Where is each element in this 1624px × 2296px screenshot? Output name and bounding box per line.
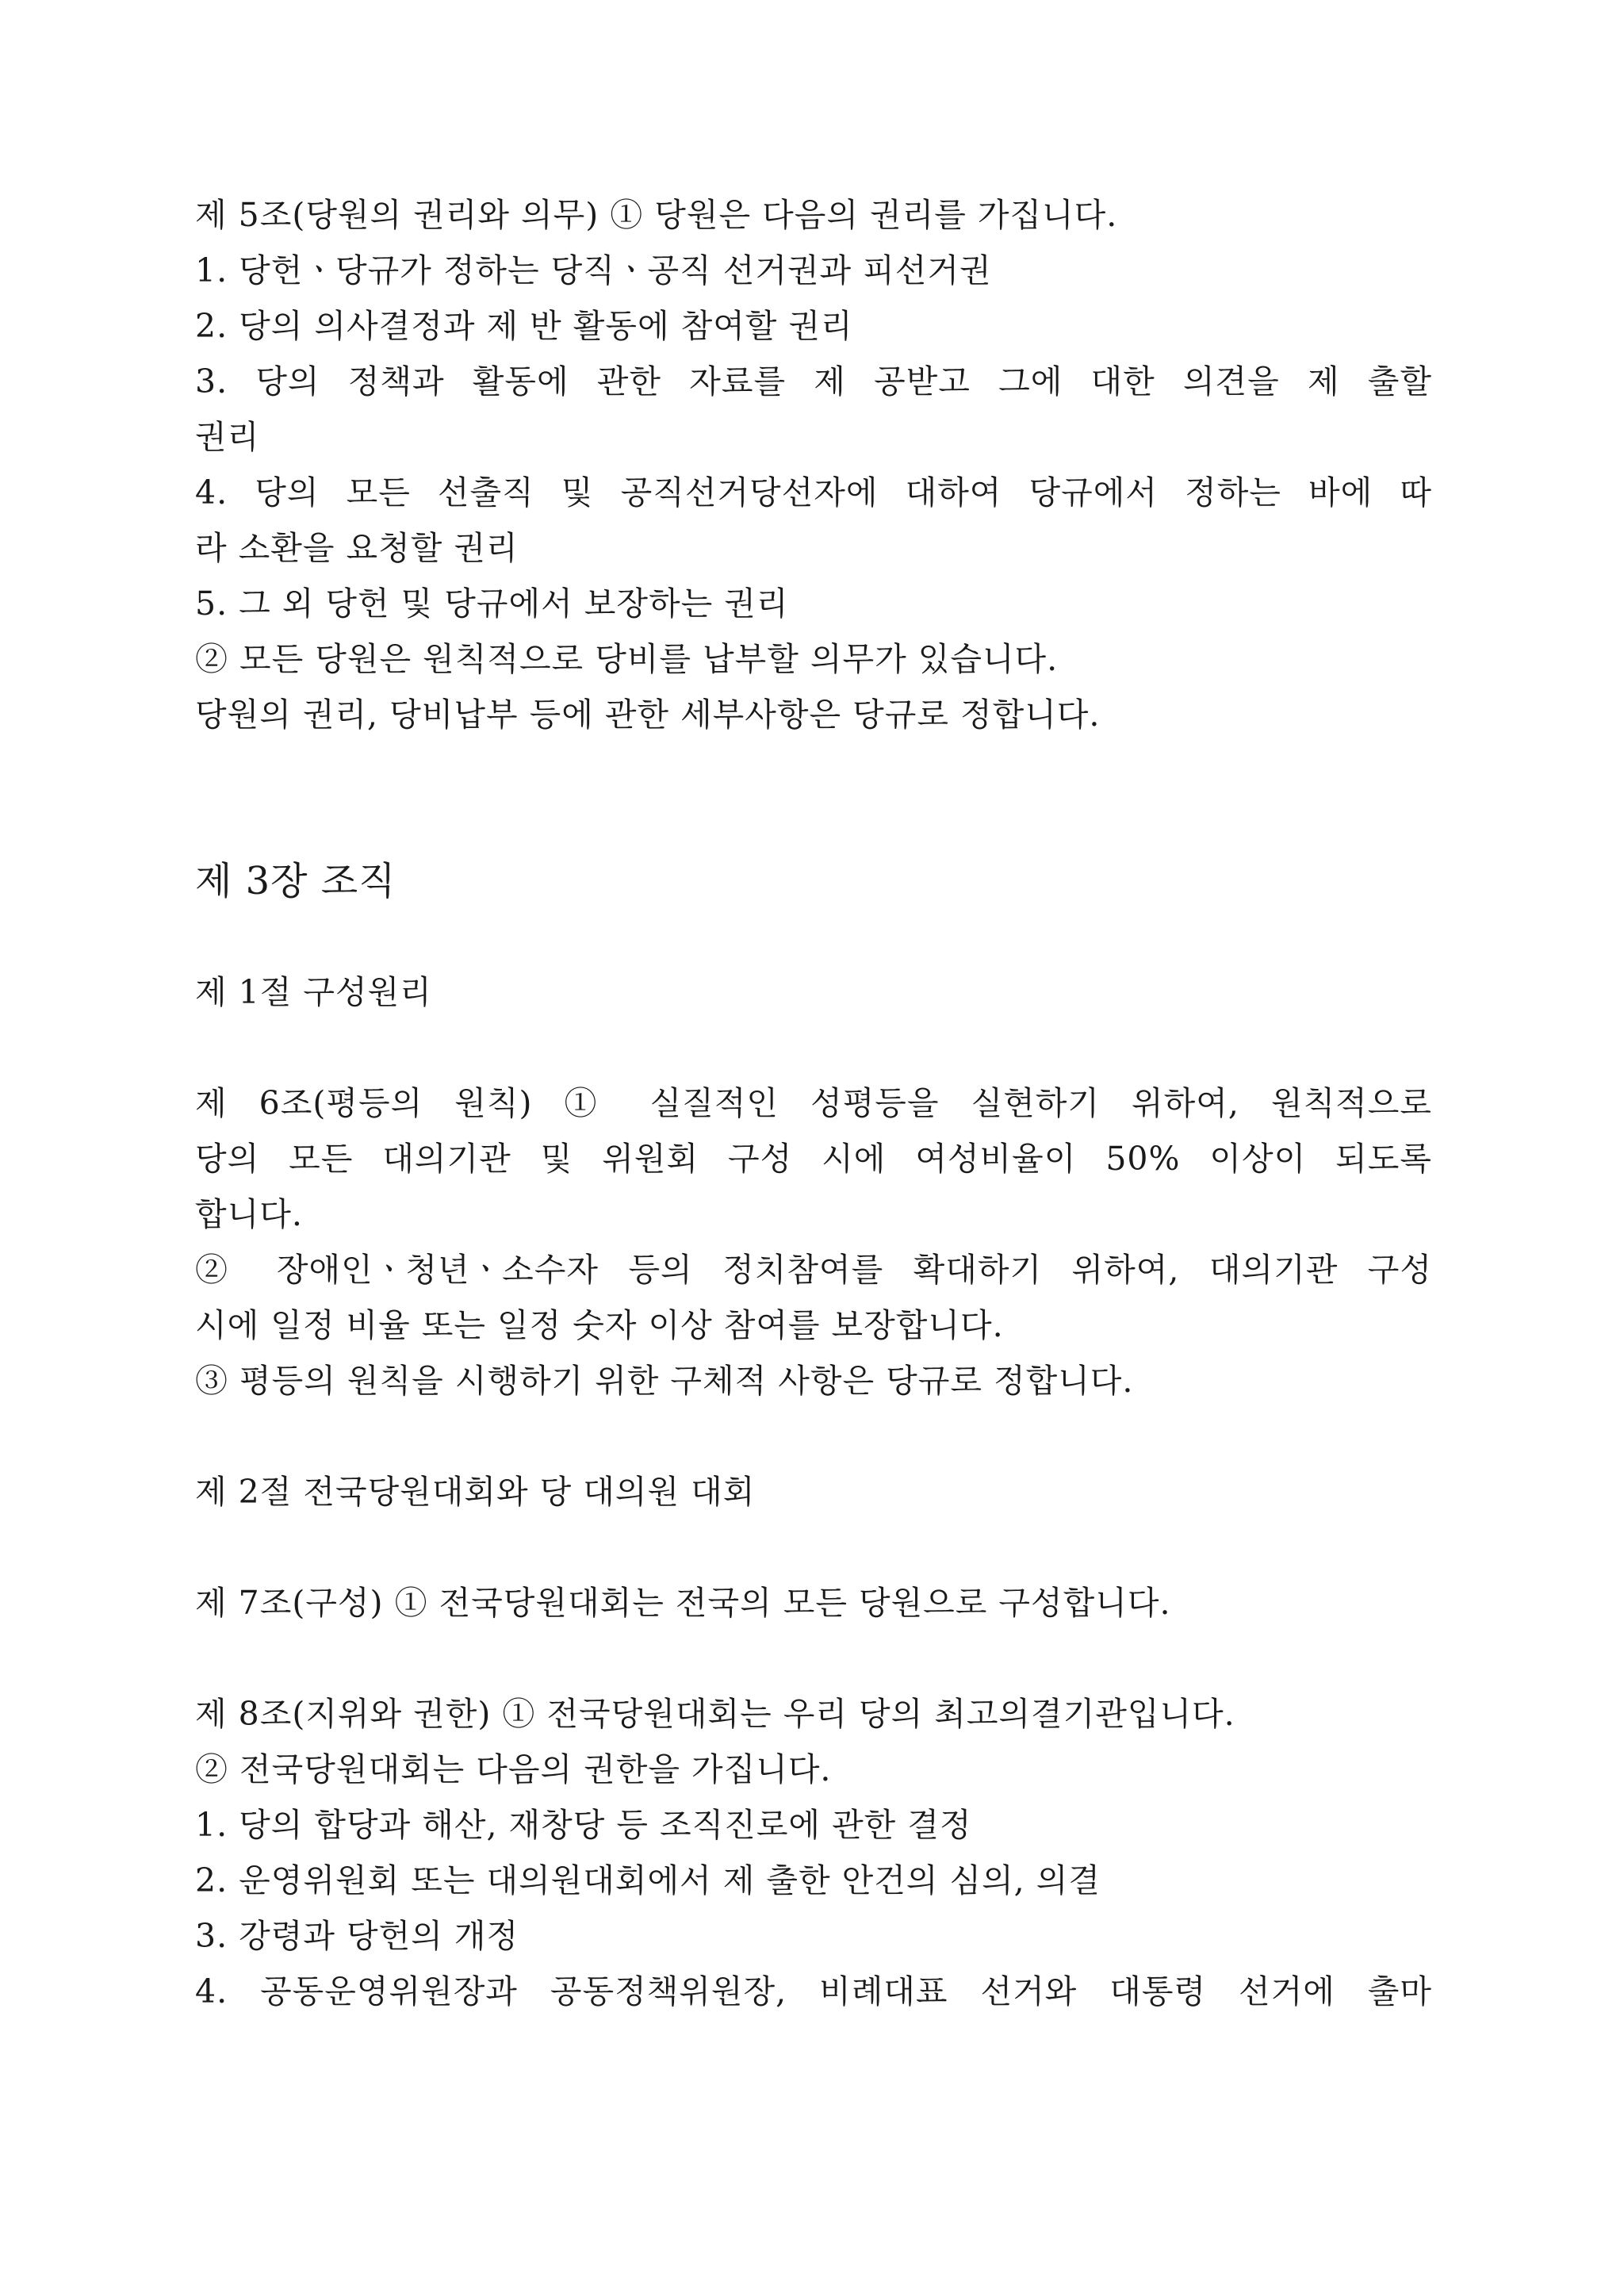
article-5-item: 2. 당의 의사결정과 제 반 활동에 참여할 권리 [195,307,853,345]
spacer [195,1520,1432,1575]
article-7-line: 제 7조(구성) ① 전국당원대회는 전국의 모든 당원으로 구성합니다. [195,1584,1171,1622]
article-6-line: 제 6조(평등의 원칙) ① 실질적인 성평등을 실현하기 위하여, 원칙적으로 [195,1084,1432,1122]
article-6-line: ③ 평등의 원칙을 시행하기 위한 구체적 사항은 당규로 정합니다. [195,1362,1134,1400]
document-body [195,187,1432,2019]
article-5-item: 라 소환을 요청할 권리 [195,529,519,567]
article-6-line: 합니다. [195,1195,303,1233]
article-5-title: 제 5조(당원의 권리와 의무) ① 당원은 다음의 권리를 가집니다. [195,196,1118,234]
article-8-line: 3. 강령과 당헌의 개정 [195,1917,519,1955]
section-heading: 제 1절 구성원리 [195,973,432,1011]
article-6-line: ② 장애인ㆍ청년ㆍ소수자 등의 정치참여를 확대하기 위하여, 대의기관 구성 [195,1251,1432,1289]
article-5 [195,187,1432,742]
article-6-line: 시에 일정 비율 또는 일정 숫자 이상 참여를 보장합니다. [195,1306,1004,1344]
article-8-line: ② 전국당원대회는 다음의 권한을 가집니다. [195,1750,832,1788]
spacer [195,742,1432,853]
chapter-heading: 제 3장 조직 [195,859,396,903]
article-6 [195,1075,1432,1409]
article-5-item: 권리 [195,418,260,456]
article-5-item: 당원의 권리, 당비납부 등에 관한 세부사항은 당규로 정합니다. [195,696,1101,734]
article-5-item: 1. 당헌ㆍ당규가 정하는 당직ㆍ공직 선거권과 피선거권 [195,251,992,289]
article-8-line: 4. 공동운영위원장과 공동정책위원장, 비례대표 선거와 대통령 선거에 출마 [195,1972,1432,2010]
spacer [195,1409,1432,1464]
article-8 [195,1686,1432,2019]
article-8-line: 제 8조(지위와 권한) ① 전국당원대회는 우리 당의 최고의결기관입니다. [195,1695,1235,1733]
section-heading: 제 2절 전국당원대회와 당 대의원 대회 [195,1473,756,1511]
spacer [195,1020,1432,1075]
article-5-item: ② 모든 당원은 원칙적으로 당비를 납부할 의무가 있습니다. [195,640,1059,678]
article-8-line: 2. 운영위원회 또는 대의원대회에서 제 출한 안건의 심의, 의결 [195,1861,1101,1899]
article-6-line: 당의 모든 대의기관 및 위원회 구성 시에 여성비율이 50% 이상이 되도록 [195,1140,1432,1178]
spacer [195,1631,1432,1686]
spacer [195,909,1432,964]
article-5-item: 5. 그 외 당헌 및 당규에서 보장하는 권리 [195,585,789,623]
article-5-item: 3. 당의 정책과 활동에 관한 자료를 제 공받고 그에 대한 의견을 제 출할 [195,362,1432,401]
article-5-item: 4. 당의 모든 선출직 및 공직선거당선자에 대하여 당규에서 정하는 바에 따 [195,473,1432,512]
article-8-line: 1. 당의 합당과 해산, 재창당 등 조직진로에 관한 결정 [195,1806,972,1844]
